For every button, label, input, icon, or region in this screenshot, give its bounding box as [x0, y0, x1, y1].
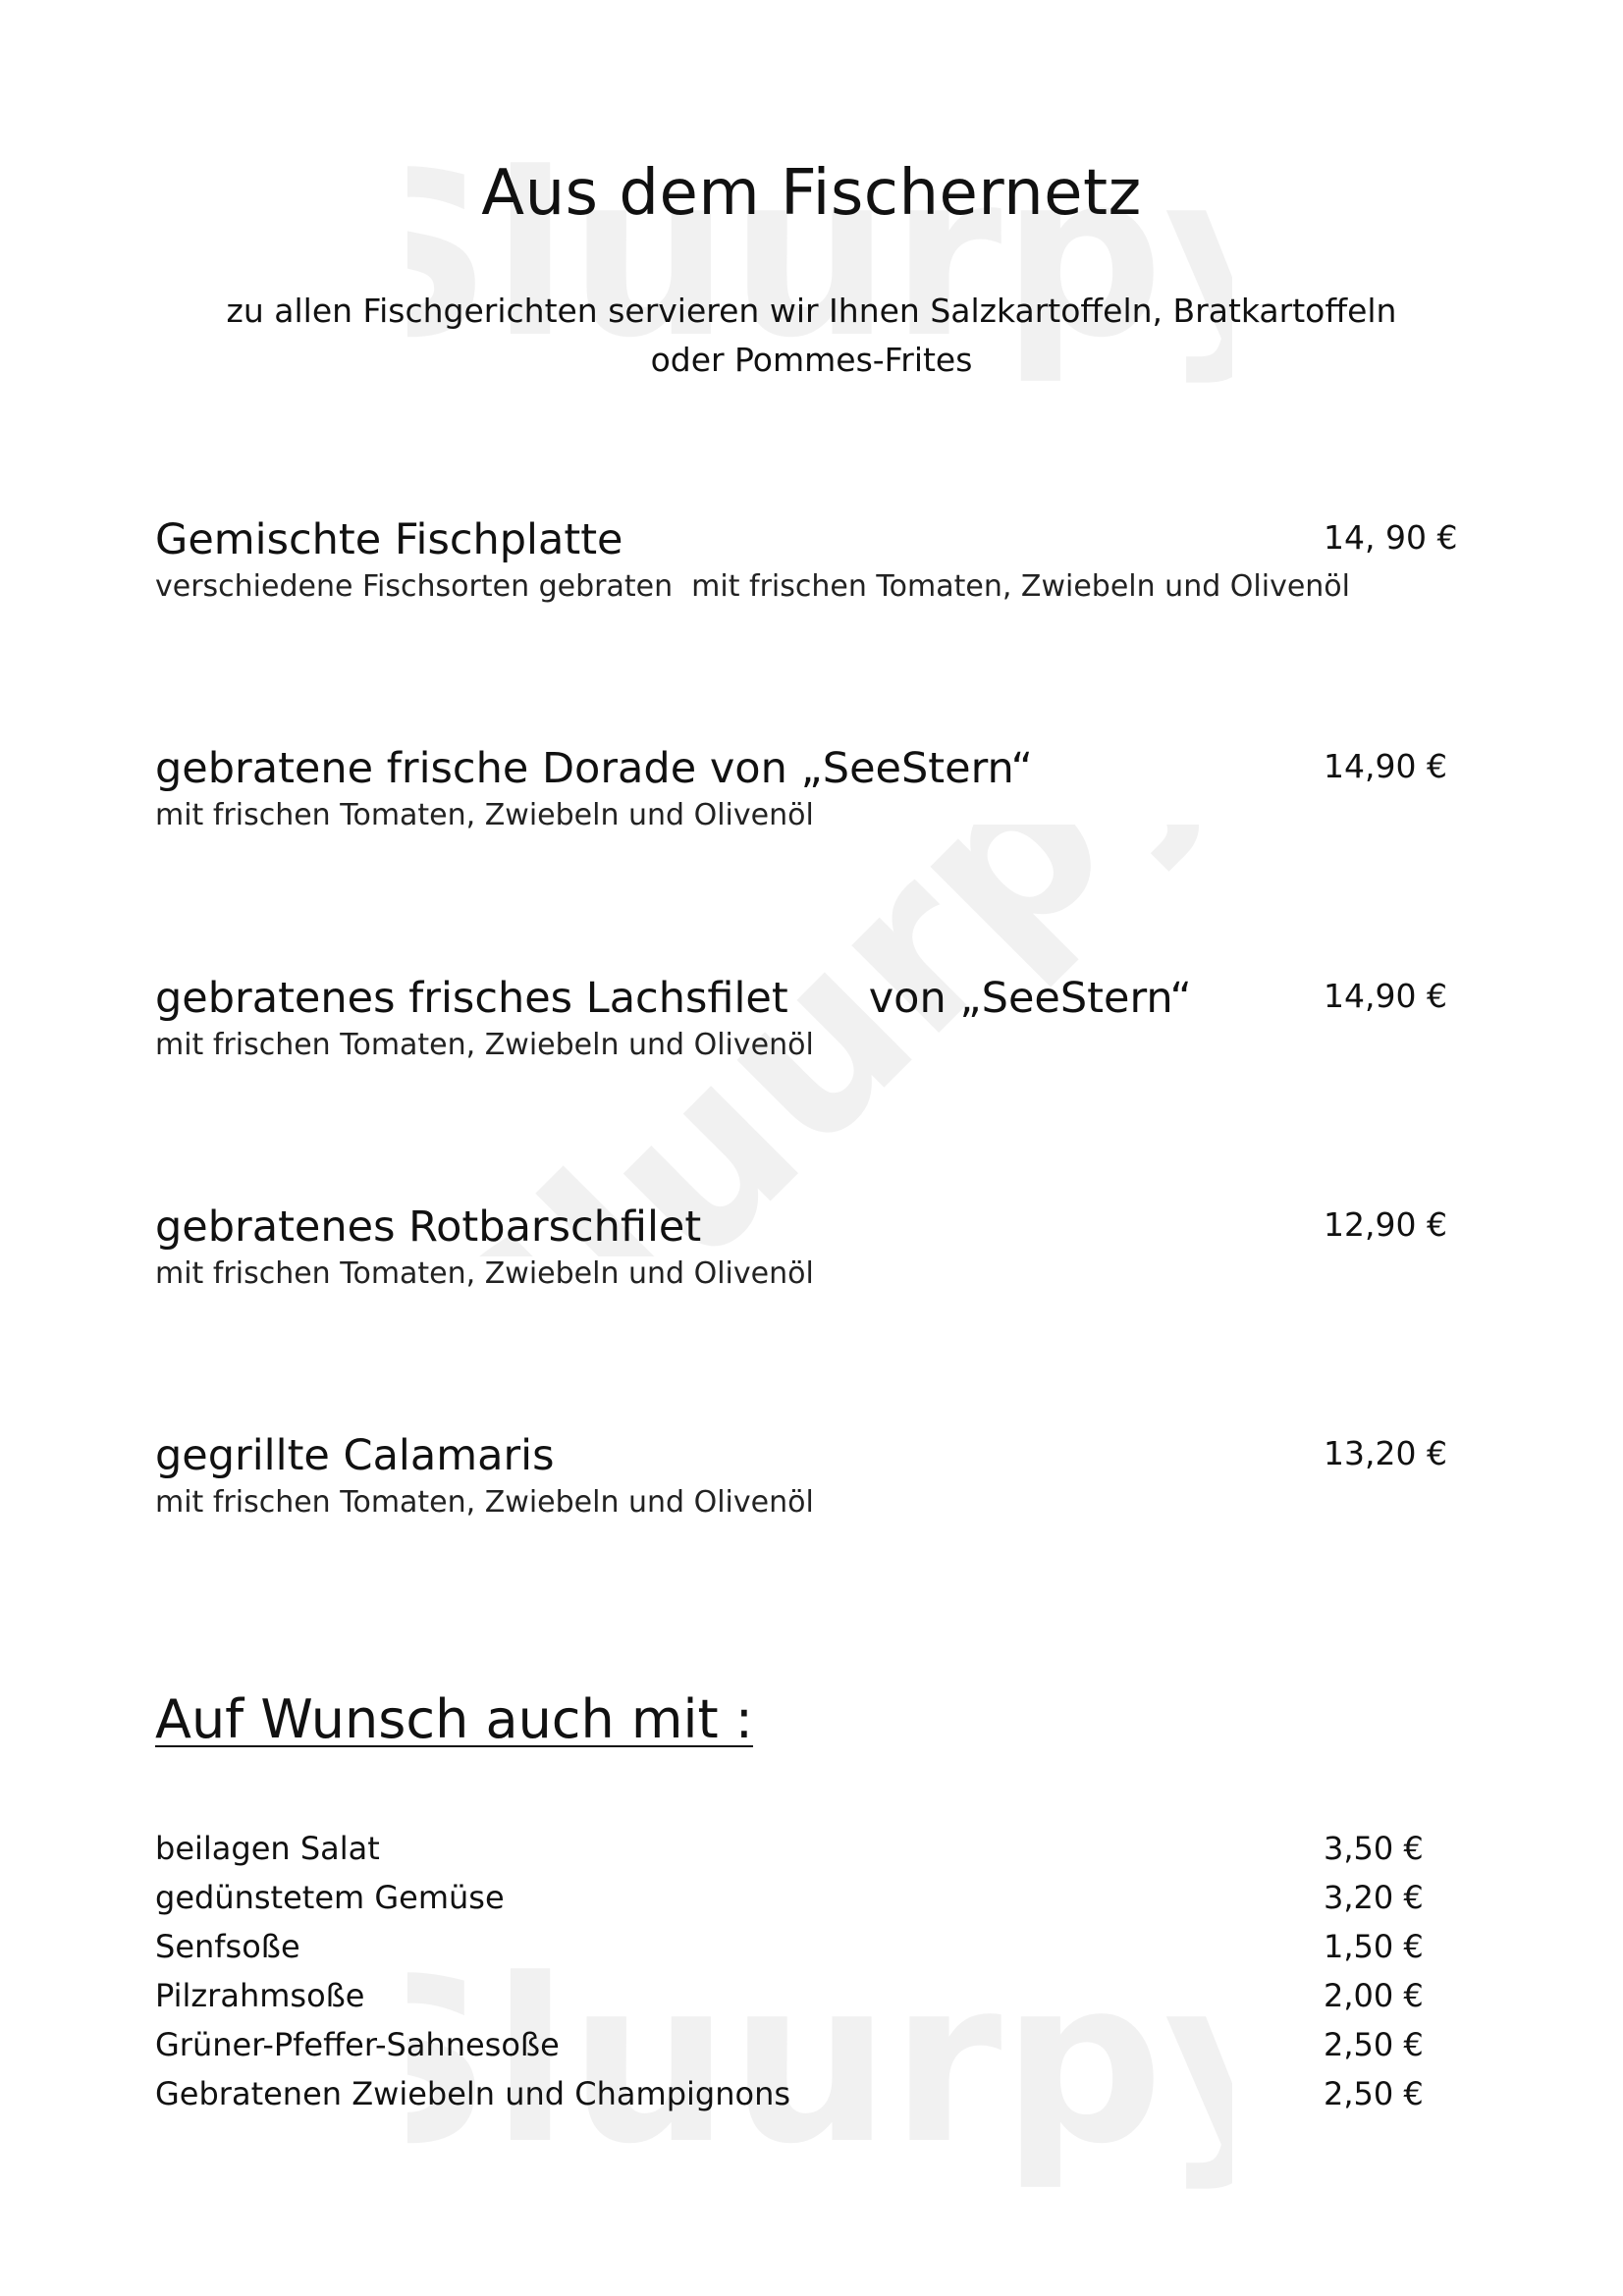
page-title: Aus dem Fischernetz	[481, 157, 1142, 230]
extras-list	[155, 1824, 1461, 2118]
svg-text:Sluurpy: Sluurp	[407, 1932, 1164, 2194]
dish-name: gebratenes frisches Lachsfilet von „SeeStern“	[155, 974, 1192, 1023]
dish-name: gebratenes Rotbarschfilet	[155, 1202, 702, 1252]
dish-name: gebratene frische Dorade von „SeeStern“	[155, 744, 1033, 793]
subtitle-line: oder Pommes-Frites	[650, 341, 973, 379]
extra-name: gedünstetem Gemüse	[155, 1879, 505, 1916]
extra-name: Pilzrahmsoße	[155, 1977, 365, 2014]
extra-item	[155, 1824, 1461, 1873]
extra-name: Gebratenen Zwiebeln und Champignons	[155, 2075, 791, 2112]
extra-price: 3,20 €	[1324, 1879, 1424, 1916]
extra-price: 2,50 €	[1324, 2026, 1424, 2063]
dish-name: gegrillte Calamaris	[155, 1431, 555, 1480]
extra-item	[155, 1922, 1461, 1971]
dish-price: 12,90 €	[1324, 1205, 1447, 1244]
extra-name: beilagen Salat	[155, 1830, 380, 1867]
dish-description: mit frischen Tomaten, Zwiebeln und Olivenöl	[155, 1256, 814, 1291]
extra-item	[155, 1971, 1461, 2020]
extras-heading: Auf Wunsch auch mit :	[155, 1688, 754, 1750]
dish-price: 14,90 €	[1324, 977, 1447, 1015]
dish-item	[155, 1428, 1461, 1522]
dish-price: 13,20 €	[1324, 1434, 1447, 1472]
extra-item	[155, 1873, 1461, 1922]
dish-name: Gemischte Fischplatte	[155, 515, 623, 564]
svg-text:Sluurpy: Sluurp	[407, 126, 1164, 388]
extra-price: 2,50 €	[1324, 2075, 1424, 2112]
extra-price: 3,50 €	[1324, 1830, 1424, 1867]
page-subtitle	[0, 287, 1623, 385]
dish-item	[155, 512, 1461, 607]
dish-description: mit frischen Tomaten, Zwiebeln und Olivenöl	[155, 1028, 814, 1062]
dish-item	[155, 741, 1461, 835]
extra-name: Senfsoße	[155, 1928, 300, 1965]
dish-description: mit frischen Tomaten, Zwiebeln und Olivenöl	[155, 1485, 814, 1520]
extra-name: Grüner-Pfeffer-Sahnesoße	[155, 2026, 560, 2063]
extra-price: 2,00 €	[1324, 1977, 1424, 2014]
watermark-logo	[407, 39, 1232, 471]
extra-price: 1,50 €	[1324, 1928, 1424, 1965]
dish-price: 14,90 €	[1324, 747, 1447, 785]
extra-item	[155, 2020, 1461, 2069]
dish-description: verschiedene Fischsorten gebraten mit frischen Tomaten, Zwiebeln und Olivenöl	[155, 569, 1350, 604]
dish-price: 14, 90 €	[1324, 518, 1458, 557]
dish-item	[155, 1200, 1461, 1294]
extra-item	[155, 2069, 1461, 2118]
dish-description: mit frischen Tomaten, Zwiebeln und Olivenöl	[155, 798, 814, 832]
dish-item	[155, 971, 1461, 1065]
subtitle-line: zu allen Fischgerichten servieren wir Ihnen Salzkartoffeln, Bratkartoffeln	[226, 292, 1397, 330]
